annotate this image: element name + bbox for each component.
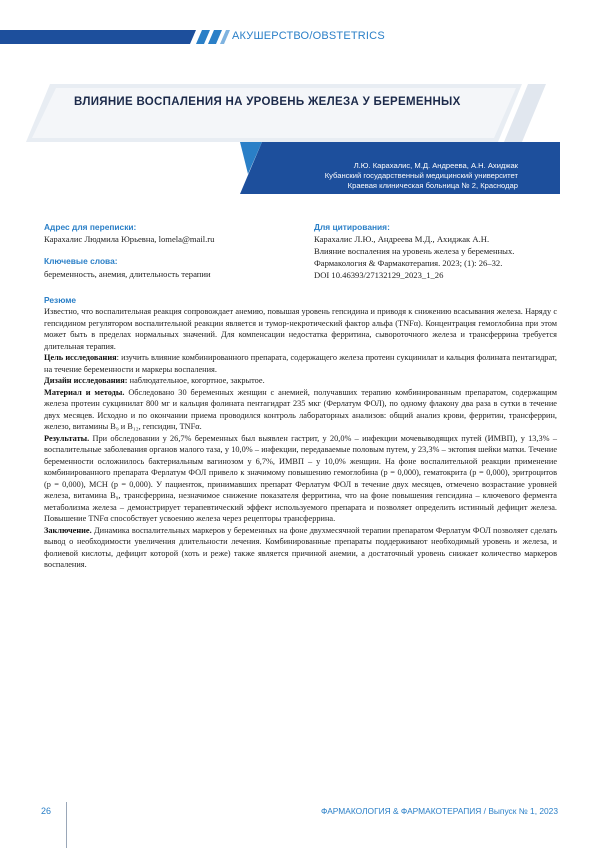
conclusion-label: Заключение. bbox=[44, 525, 92, 535]
citation-heading: Для цитирования: bbox=[314, 222, 390, 232]
footer-divider bbox=[66, 802, 67, 848]
results-text: При обследовании у 26,7% беременных был выявлен гастрит, у 20,0% – инфекции мочевыводящих путей (ИМВП), у 13,3% – воспалительные заболевания органов малого таза, у 10,0% – инфекции, передаваемые половым путем, у 23,3% – эктопия шейки матки. Течение беременности осложнилось бактериальным вагинозом у 6,7%, ИМВП – у 10,0% женщин. На фоне воспалительной реакции применение комбинированного препарата Ферлатум ФОЛ привело к значимому повышению гемоглобина (p = 0,000), гематокрита (p = 0,000), эритроцитов (p = 0,000), MCH (p = 0,000). У пациенток, принимавших препарат Ферлатум ФОЛ в течение двух месяцев, отмечено возрастание уровней железа, витамина B₉, трансферрина, незначимое снижение показателя ферритина, что на фоне повышения гепсидина – ключевого фермента метаболизма железа – демонстрирует терапевтический эффект используемого препарата и позволяет определить истинный дефицит железа. Повышение TNFα способствует усвоению железа через рецепторы трансферрина. bbox=[44, 433, 557, 523]
authors-names: Л.Ю. Карахалис, М.Д. Андреева, А.Н. Ахиджак bbox=[353, 161, 518, 170]
results-label: Результаты. bbox=[44, 433, 90, 443]
citation-doi: DOI 10.46393/27132129_2023_1_26 bbox=[314, 270, 444, 280]
correspondence-heading: Адрес для переписки: bbox=[44, 222, 137, 232]
correspondence-text: Карахалис Людмила Юрьевна, lomela@mail.ru bbox=[44, 234, 215, 244]
aim-label: Цель исследования bbox=[44, 353, 117, 362]
aim-text: : изучить влияние комбинированного препарата, содержащего железа протеин сукцинилат и кальция фолината пентагидрат, на течение беременности и маркеры воспаления. bbox=[44, 353, 557, 374]
page-number: 26 bbox=[41, 806, 52, 816]
abstract-intro: Известно, что воспалительная реакция сопровождает анемию, повышая уровень гепсидина и приводя к снижению всасывания железа. Наряду с гепсидином регулятором воспалительной реакции является и тумор-некротический фактор альфа (TNFα). Концентрация гемоглобина при этом может быть в пределах нормальных значений. Для компенсации недостатка ферритина, сывороточного железа и трансферрина требуется длительная терапия. bbox=[44, 307, 557, 351]
keywords-text: беременность, анемия, длительность терапии bbox=[44, 269, 211, 279]
journal-footer: ФАРМАКОЛОГИЯ & ФАРМАКОТЕРАПИЯ / Выпуск № 1, 2023 bbox=[321, 806, 558, 816]
design-label: Дизайн исследования: bbox=[44, 376, 128, 385]
abstract-design bbox=[44, 375, 557, 387]
abstract-body bbox=[44, 306, 557, 571]
abstract-aim bbox=[44, 352, 557, 375]
methods-label: Материал и методы. bbox=[44, 387, 125, 397]
design-text: наблюдательное, когортное, закрытое. bbox=[127, 376, 265, 385]
abstract-methods bbox=[44, 387, 557, 433]
affiliation-1: Кубанский государственный медицинский университет bbox=[324, 171, 518, 180]
conclusion-text: Динамика воспалительных маркеров у беременных на фоне двухмесячной терапии препаратом Ферлатум ФОЛ позволяет сделать вывод о необходимости увеличения длительности лечения. Комбинированные препараты поддерживают необходимый уровень и железа, и фолиевой кислоты, дефицит которой (хоть и реже) также является причиной анемии, а достаточный уровень снижает количество маркеров воспаления. bbox=[44, 525, 557, 569]
citation-line: Фармакология & Фармакотерапия. 2023; (1): 26–32. bbox=[314, 258, 503, 268]
citation-line: Карахалис Л.Ю., Андреева М.Д., Ахиджак А.Н. bbox=[314, 234, 490, 244]
citation-line: Влияние воспаления на уровень железа у беременных. bbox=[314, 246, 515, 256]
keywords-heading: Ключевые слова: bbox=[44, 256, 118, 266]
methods-text: Обследовано 30 беременных женщин с анемией, получавших терапию комбинированным препаратом, содержащим железа протеин сукцинилат 800 мг и кальция фолината пентагидрат 235 мкг (Ферлатум ФОЛ), по одному флакону два раза в сутки в течение двух месяцев. Исходно и по окончании приема проводился контроль лабораторных анализов: общий анализ крови, ферритин, трансферрин, железо, витамины B₉ и B₁₂, гепсидин, TNFα. bbox=[44, 387, 557, 431]
abstract-conclusion bbox=[44, 525, 557, 571]
affiliation-2: Краевая клиническая больница № 2, Краснодар bbox=[347, 181, 518, 190]
abstract-results bbox=[44, 433, 557, 525]
section-label: АКУШЕРСТВО/OBSTETRICS bbox=[232, 30, 385, 42]
article-title: ВЛИЯНИЕ ВОСПАЛЕНИЯ НА УРОВЕНЬ ЖЕЛЕЗА У БЕРЕМЕННЫХ bbox=[74, 96, 461, 108]
abstract-heading: Резюме bbox=[44, 295, 77, 305]
